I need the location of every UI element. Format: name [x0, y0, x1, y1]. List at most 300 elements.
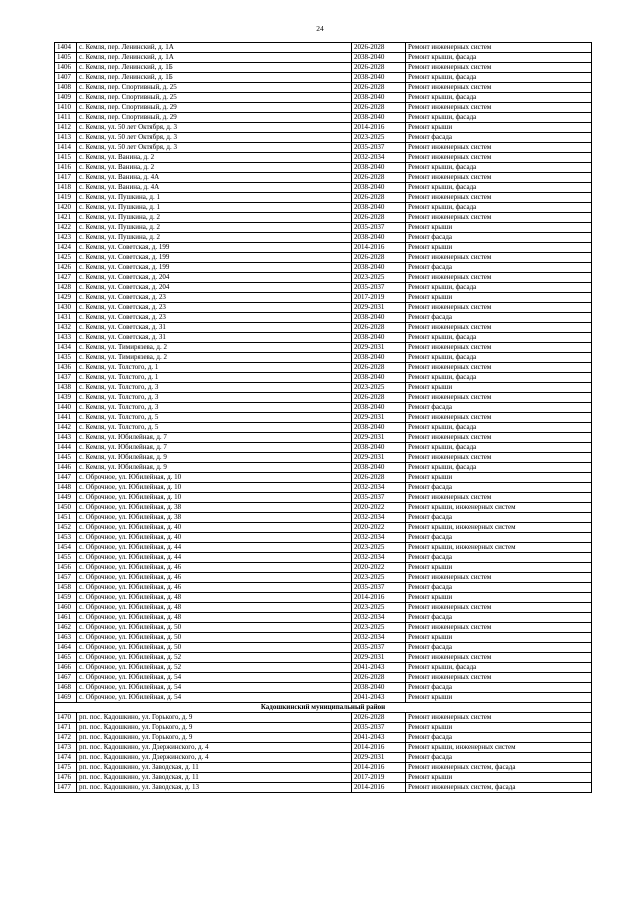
row-number: 1406	[55, 63, 77, 73]
row-number: 1439	[55, 393, 77, 403]
address-cell: с. Оброчное, ул. Юбилейная, д. 10	[77, 473, 352, 483]
work-type-cell: Ремонт крыши, фасада	[406, 443, 592, 453]
period-cell: 2038-2040	[352, 333, 406, 343]
period-cell: 2026-2028	[352, 473, 406, 483]
address-cell: с. Оброчное, ул. Юбилейная, д. 48	[77, 603, 352, 613]
row-number: 1447	[55, 473, 77, 483]
address-cell: с. Кемля, ул. Ванина, д. 2	[77, 163, 352, 173]
period-cell: 2035-2037	[352, 283, 406, 293]
row-number: 1474	[55, 753, 77, 763]
table-row	[55, 693, 592, 703]
work-type-cell: Ремонт крыши, фасада	[406, 113, 592, 123]
table-row	[55, 373, 592, 383]
work-type-cell: Ремонт инженерных систем	[406, 43, 592, 53]
table-row	[55, 603, 592, 613]
row-number: 1415	[55, 153, 77, 163]
row-number: 1469	[55, 693, 77, 703]
table-row	[55, 73, 592, 83]
address-cell: с. Кемля, ул. Советская, д. 204	[77, 273, 352, 283]
work-type-cell: Ремонт крыши, инженерных систем	[406, 543, 592, 553]
period-cell: 2038-2040	[352, 113, 406, 123]
period-cell: 2023-2025	[352, 623, 406, 633]
work-type-cell: Ремонт инженерных систем	[406, 303, 592, 313]
row-number: 1476	[55, 773, 77, 783]
period-cell: 2038-2040	[352, 203, 406, 213]
work-type-cell: Ремонт фасада	[406, 533, 592, 543]
period-cell: 2032-2034	[352, 483, 406, 493]
period-cell: 2014-2016	[352, 743, 406, 753]
work-type-cell: Ремонт фасада	[406, 313, 592, 323]
table-row	[55, 543, 592, 553]
work-type-cell: Ремонт фасада	[406, 513, 592, 523]
row-number: 1405	[55, 53, 77, 63]
work-type-cell: Ремонт крыши, фасада	[406, 373, 592, 383]
table-row	[55, 203, 592, 213]
work-type-cell: Ремонт инженерных систем	[406, 103, 592, 113]
work-type-cell: Ремонт инженерных систем	[406, 393, 592, 403]
work-type-cell: Ремонт крыши	[406, 123, 592, 133]
period-cell: 2020-2022	[352, 523, 406, 533]
table-row	[55, 783, 592, 793]
row-number: 1466	[55, 663, 77, 673]
row-number: 1468	[55, 683, 77, 693]
address-cell: с. Кемля, ул. Тимирязева, д. 2	[77, 343, 352, 353]
table-row	[55, 133, 592, 143]
table-row	[55, 483, 592, 493]
work-type-cell: Ремонт инженерных систем	[406, 193, 592, 203]
period-cell: 2023-2025	[352, 133, 406, 143]
work-type-cell: Ремонт инженерных систем, фасада	[406, 763, 592, 773]
work-type-cell: Ремонт крыши, фасада	[406, 423, 592, 433]
period-cell: 2035-2037	[352, 643, 406, 653]
row-number: 1413	[55, 133, 77, 143]
address-cell: с. Кемля, ул. Толстого, д. 5	[77, 423, 352, 433]
row-number: 1410	[55, 103, 77, 113]
period-cell: 2026-2028	[352, 173, 406, 183]
address-cell: с. Оброчное, ул. Юбилейная, д. 54	[77, 693, 352, 703]
table-row	[55, 343, 592, 353]
period-cell: 2038-2040	[352, 93, 406, 103]
table-row	[55, 533, 592, 543]
row-number: 1414	[55, 143, 77, 153]
row-number: 1424	[55, 243, 77, 253]
address-cell: с. Кемля, ул. Юбилейная, д. 7	[77, 433, 352, 443]
work-type-cell: Ремонт инженерных систем	[406, 173, 592, 183]
table-row	[55, 323, 592, 333]
row-number: 1407	[55, 73, 77, 83]
work-type-cell: Ремонт крыши, фасада	[406, 463, 592, 473]
address-cell: с. Кемля, пер. Ленинский, д. 1А	[77, 53, 352, 63]
address-cell: рп. пос. Кадошкино, ул. Горького, д. 9	[77, 713, 352, 723]
table-row	[55, 413, 592, 423]
work-type-cell: Ремонт фасада	[406, 553, 592, 563]
row-number: 1451	[55, 513, 77, 523]
address-cell: с. Кемля, пер. Ленинский, д. 1Б	[77, 73, 352, 83]
section-title: Кадошкинский муниципальный район	[55, 703, 592, 713]
row-number: 1452	[55, 523, 77, 533]
row-number: 1409	[55, 93, 77, 103]
table-row	[55, 363, 592, 373]
address-cell: с. Оброчное, ул. Юбилейная, д. 52	[77, 653, 352, 663]
row-number: 1428	[55, 283, 77, 293]
period-cell: 2023-2025	[352, 383, 406, 393]
period-cell: 2029-2031	[352, 653, 406, 663]
row-number: 1459	[55, 593, 77, 603]
row-number: 1426	[55, 263, 77, 273]
table-row	[55, 643, 592, 653]
table-row	[55, 143, 592, 153]
period-cell: 2026-2028	[352, 103, 406, 113]
address-cell: рп. пос. Кадошкино, ул. Дзержинского, д. 4	[77, 753, 352, 763]
row-number: 1437	[55, 373, 77, 383]
row-number: 1433	[55, 333, 77, 343]
work-type-cell: Ремонт фасада	[406, 133, 592, 143]
address-cell: с. Кемля, ул. Тимирязева, д. 2	[77, 353, 352, 363]
work-type-cell: Ремонт крыши	[406, 593, 592, 603]
row-number: 1446	[55, 463, 77, 473]
table-row	[55, 613, 592, 623]
period-cell: 2032-2034	[352, 513, 406, 523]
address-cell: с. Кемля, пер. Спортивный, д. 25	[77, 83, 352, 93]
row-number: 1456	[55, 563, 77, 573]
period-cell: 2038-2040	[352, 233, 406, 243]
table-row	[55, 493, 592, 503]
period-cell: 2038-2040	[352, 183, 406, 193]
work-type-cell: Ремонт крыши, фасада	[406, 333, 592, 343]
table-row	[55, 743, 592, 753]
address-cell: с. Кемля, ул. Пушкина, д. 2	[77, 213, 352, 223]
period-cell: 2017-2019	[352, 773, 406, 783]
row-number: 1465	[55, 653, 77, 663]
row-number: 1473	[55, 743, 77, 753]
table-row	[55, 113, 592, 123]
row-number: 1411	[55, 113, 77, 123]
address-cell: с. Кемля, ул. 50 лет Октября, д. 3	[77, 123, 352, 133]
row-number: 1430	[55, 303, 77, 313]
period-cell: 2020-2022	[352, 503, 406, 513]
period-cell: 2026-2028	[352, 393, 406, 403]
row-number: 1455	[55, 553, 77, 563]
address-cell: с. Оброчное, ул. Юбилейная, д. 50	[77, 623, 352, 633]
address-cell: с. Оброчное, ул. Юбилейная, д. 48	[77, 593, 352, 603]
work-type-cell: Ремонт инженерных систем	[406, 83, 592, 93]
work-type-cell: Ремонт крыши, инженерных систем	[406, 503, 592, 513]
address-cell: с. Кемля, ул. Пушкина, д. 1	[77, 203, 352, 213]
row-number: 1449	[55, 493, 77, 503]
work-type-cell: Ремонт крыши, фасада	[406, 73, 592, 83]
work-type-cell: Ремонт инженерных систем	[406, 323, 592, 333]
row-number: 1454	[55, 543, 77, 553]
table-row	[55, 593, 592, 603]
period-cell: 2032-2034	[352, 613, 406, 623]
work-type-cell: Ремонт инженерных систем	[406, 273, 592, 283]
row-number: 1464	[55, 643, 77, 653]
address-cell: с. Оброчное, ул. Юбилейная, д. 44	[77, 553, 352, 563]
address-cell: с. Оброчное, ул. Юбилейная, д. 48	[77, 613, 352, 623]
address-cell: с. Оброчное, ул. Юбилейная, д. 46	[77, 573, 352, 583]
period-cell: 2020-2022	[352, 563, 406, 573]
period-cell: 2014-2016	[352, 593, 406, 603]
address-cell: с. Кемля, ул. Толстого, д. 3	[77, 403, 352, 413]
work-type-cell: Ремонт крыши, фасада	[406, 203, 592, 213]
work-type-cell: Ремонт крыши, фасада	[406, 93, 592, 103]
period-cell: 2017-2019	[352, 293, 406, 303]
period-cell: 2026-2028	[352, 713, 406, 723]
table-row	[55, 193, 592, 203]
address-cell: с. Кемля, ул. Советская, д. 23	[77, 303, 352, 313]
address-cell: с. Кемля, ул. Пушкина, д. 1	[77, 193, 352, 203]
work-type-cell: Ремонт крыши, фасада	[406, 283, 592, 293]
table-row	[55, 423, 592, 433]
table-row	[55, 63, 592, 73]
work-type-cell: Ремонт фасада	[406, 683, 592, 693]
table-row	[55, 663, 592, 673]
row-number: 1475	[55, 763, 77, 773]
period-cell: 2038-2040	[352, 463, 406, 473]
table-row	[55, 223, 592, 233]
table-row	[55, 123, 592, 133]
period-cell: 2026-2028	[352, 63, 406, 73]
period-cell: 2038-2040	[352, 353, 406, 363]
row-number: 1477	[55, 783, 77, 793]
address-cell: рп. пос. Кадошкино, ул. Заводская, д. 13	[77, 783, 352, 793]
work-type-cell: Ремонт инженерных систем	[406, 143, 592, 153]
table-row	[55, 183, 592, 193]
address-cell: с. Кемля, ул. Советская, д. 23	[77, 293, 352, 303]
row-number: 1460	[55, 603, 77, 613]
table-row	[55, 513, 592, 523]
address-cell: с. Кемля, ул. Толстого, д. 5	[77, 413, 352, 423]
period-cell: 2026-2028	[352, 323, 406, 333]
period-cell: 2035-2037	[352, 583, 406, 593]
address-cell: рп. пос. Кадошкино, ул. Заводская, д. 11	[77, 763, 352, 773]
work-type-cell: Ремонт фасада	[406, 233, 592, 243]
address-cell: с. Кемля, ул. Советская, д. 31	[77, 333, 352, 343]
row-number: 1427	[55, 273, 77, 283]
address-cell: рп. пос. Кадошкино, ул. Дзержинского, д. 4	[77, 743, 352, 753]
table-row	[55, 553, 592, 563]
address-cell: с. Оброчное, ул. Юбилейная, д. 10	[77, 483, 352, 493]
section-header-row	[55, 703, 592, 713]
work-type-cell: Ремонт инженерных систем	[406, 453, 592, 463]
period-cell: 2026-2028	[352, 193, 406, 203]
table-row	[55, 433, 592, 443]
address-cell: с. Кемля, ул. Толстого, д. 3	[77, 383, 352, 393]
period-cell: 2023-2025	[352, 573, 406, 583]
work-type-cell: Ремонт фасада	[406, 613, 592, 623]
work-type-cell: Ремонт инженерных систем	[406, 623, 592, 633]
table-row	[55, 773, 592, 783]
work-type-cell: Ремонт инженерных систем	[406, 713, 592, 723]
work-type-cell: Ремонт крыши, фасада	[406, 163, 592, 173]
address-cell: с. Оброчное, ул. Юбилейная, д. 50	[77, 633, 352, 643]
row-number: 1440	[55, 403, 77, 413]
row-number: 1423	[55, 233, 77, 243]
work-type-cell: Ремонт инженерных систем	[406, 433, 592, 443]
table-row	[55, 753, 592, 763]
row-number: 1443	[55, 433, 77, 443]
address-cell: рп. пос. Кадошкино, ул. Заводская, д. 11	[77, 773, 352, 783]
address-cell: с. Кемля, пер. Ленинский, д. 1Б	[77, 63, 352, 73]
table-row	[55, 93, 592, 103]
row-number: 1412	[55, 123, 77, 133]
address-cell: с. Кемля, ул. Пушкина, д. 2	[77, 233, 352, 243]
row-number: 1457	[55, 573, 77, 583]
period-cell: 2035-2037	[352, 493, 406, 503]
address-cell: с. Оброчное, ул. Юбилейная, д. 54	[77, 683, 352, 693]
address-cell: с. Кемля, пер. Спортивный, д. 29	[77, 113, 352, 123]
row-number: 1429	[55, 293, 77, 303]
work-type-cell: Ремонт крыши, фасада	[406, 663, 592, 673]
period-cell: 2026-2028	[352, 673, 406, 683]
period-cell: 2035-2037	[352, 223, 406, 233]
period-cell: 2038-2040	[352, 263, 406, 273]
address-cell: с. Оброчное, ул. Юбилейная, д. 38	[77, 503, 352, 513]
address-cell: с. Оброчное, ул. Юбилейная, д. 46	[77, 563, 352, 573]
row-number: 1441	[55, 413, 77, 423]
period-cell: 2023-2025	[352, 543, 406, 553]
address-cell: рп. пос. Кадошкино, ул. Горького, д. 9	[77, 733, 352, 743]
table-row	[55, 243, 592, 253]
work-type-cell: Ремонт фасада	[406, 643, 592, 653]
address-cell: с. Кемля, пер. Спортивный, д. 29	[77, 103, 352, 113]
work-type-cell: Ремонт фасада	[406, 753, 592, 763]
period-cell: 2029-2031	[352, 453, 406, 463]
row-number: 1436	[55, 363, 77, 373]
work-type-cell: Ремонт крыши	[406, 563, 592, 573]
period-cell: 2026-2028	[352, 253, 406, 263]
work-type-cell: Ремонт инженерных систем	[406, 493, 592, 503]
work-type-cell: Ремонт фасада	[406, 263, 592, 273]
work-type-cell: Ремонт крыши	[406, 243, 592, 253]
period-cell: 2038-2040	[352, 423, 406, 433]
period-cell: 2026-2028	[352, 213, 406, 223]
table-row	[55, 473, 592, 483]
period-cell: 2014-2016	[352, 763, 406, 773]
work-type-cell: Ремонт крыши	[406, 223, 592, 233]
row-number: 1461	[55, 613, 77, 623]
table-row	[55, 563, 592, 573]
work-type-cell: Ремонт крыши	[406, 293, 592, 303]
row-number: 1419	[55, 193, 77, 203]
work-type-cell: Ремонт фасада	[406, 483, 592, 493]
work-type-cell: Ремонт крыши, инженерных систем	[406, 523, 592, 533]
period-cell: 2029-2031	[352, 433, 406, 443]
table-row	[55, 723, 592, 733]
address-cell: с. Оброчное, ул. Юбилейная, д. 50	[77, 643, 352, 653]
row-number: 1462	[55, 623, 77, 633]
address-cell: с. Кемля, ул. 50 лет Октября, д. 3	[77, 133, 352, 143]
table-row	[55, 633, 592, 643]
work-type-cell: Ремонт крыши	[406, 693, 592, 703]
table-row	[55, 273, 592, 283]
table-row	[55, 673, 592, 683]
work-type-cell: Ремонт инженерных систем	[406, 213, 592, 223]
table-row	[55, 163, 592, 173]
period-cell: 2038-2040	[352, 53, 406, 63]
row-number: 1408	[55, 83, 77, 93]
address-cell: рп. пос. Кадошкино, ул. Горького, д. 9	[77, 723, 352, 733]
table-row	[55, 713, 592, 723]
period-cell: 2038-2040	[352, 373, 406, 383]
table-row	[55, 103, 592, 113]
work-type-cell: Ремонт крыши	[406, 723, 592, 733]
work-type-cell: Ремонт инженерных систем	[406, 153, 592, 163]
period-cell: 2032-2034	[352, 533, 406, 543]
period-cell: 2026-2028	[352, 363, 406, 373]
row-number: 1431	[55, 313, 77, 323]
work-type-cell: Ремонт инженерных систем	[406, 253, 592, 263]
row-number: 1458	[55, 583, 77, 593]
period-cell: 2023-2025	[352, 273, 406, 283]
period-cell: 2029-2031	[352, 343, 406, 353]
period-cell: 2029-2031	[352, 753, 406, 763]
table-row	[55, 443, 592, 453]
address-cell: с. Оброчное, ул. Юбилейная, д. 44	[77, 543, 352, 553]
period-cell: 2029-2031	[352, 413, 406, 423]
table-row	[55, 263, 592, 273]
address-cell: с. Кемля, ул. Юбилейная, д. 9	[77, 453, 352, 463]
row-number: 1434	[55, 343, 77, 353]
period-cell: 2038-2040	[352, 163, 406, 173]
work-type-cell: Ремонт инженерных систем, фасада	[406, 783, 592, 793]
table-row	[55, 53, 592, 63]
row-number: 1418	[55, 183, 77, 193]
address-cell: с. Кемля, ул. Юбилейная, д. 9	[77, 463, 352, 473]
address-cell: с. Кемля, ул. Ванина, д. 4А	[77, 183, 352, 193]
row-number: 1467	[55, 673, 77, 683]
row-number: 1422	[55, 223, 77, 233]
table-row	[55, 283, 592, 293]
address-cell: с. Оброчное, ул. Юбилейная, д. 38	[77, 513, 352, 523]
period-cell: 2026-2028	[352, 83, 406, 93]
address-cell: с. Оброчное, ул. Юбилейная, д. 54	[77, 673, 352, 683]
work-type-cell: Ремонт инженерных систем	[406, 673, 592, 683]
work-type-cell: Ремонт фасада	[406, 403, 592, 413]
address-cell: с. Кемля, пер. Ленинский, д. 1А	[77, 43, 352, 53]
period-cell: 2032-2034	[352, 633, 406, 643]
period-cell: 2014-2016	[352, 243, 406, 253]
table-row	[55, 463, 592, 473]
work-type-cell: Ремонт инженерных систем	[406, 343, 592, 353]
work-type-cell: Ремонт крыши	[406, 633, 592, 643]
address-cell: с. Оброчное, ул. Юбилейная, д. 40	[77, 523, 352, 533]
address-cell: с. Кемля, пер. Спортивный, д. 25	[77, 93, 352, 103]
row-number: 1453	[55, 533, 77, 543]
repair-schedule-table	[54, 42, 592, 793]
period-cell: 2014-2016	[352, 783, 406, 793]
period-cell: 2038-2040	[352, 683, 406, 693]
table-row	[55, 683, 592, 693]
table-row	[55, 733, 592, 743]
row-number: 1463	[55, 633, 77, 643]
work-type-cell: Ремонт крыши	[406, 773, 592, 783]
period-cell: 2035-2037	[352, 723, 406, 733]
table-row	[55, 503, 592, 513]
table-row	[55, 293, 592, 303]
address-cell: с. Кемля, ул. Советская, д. 23	[77, 313, 352, 323]
address-cell: с. Кемля, ул. Советская, д. 199	[77, 243, 352, 253]
page-number: 24	[316, 24, 324, 33]
work-type-cell: Ремонт инженерных систем	[406, 413, 592, 423]
table-row	[55, 353, 592, 363]
table-row	[55, 213, 592, 223]
table-row	[55, 403, 592, 413]
table-row	[55, 233, 592, 243]
table-row	[55, 173, 592, 183]
table-row	[55, 43, 592, 53]
period-cell: 2038-2040	[352, 73, 406, 83]
